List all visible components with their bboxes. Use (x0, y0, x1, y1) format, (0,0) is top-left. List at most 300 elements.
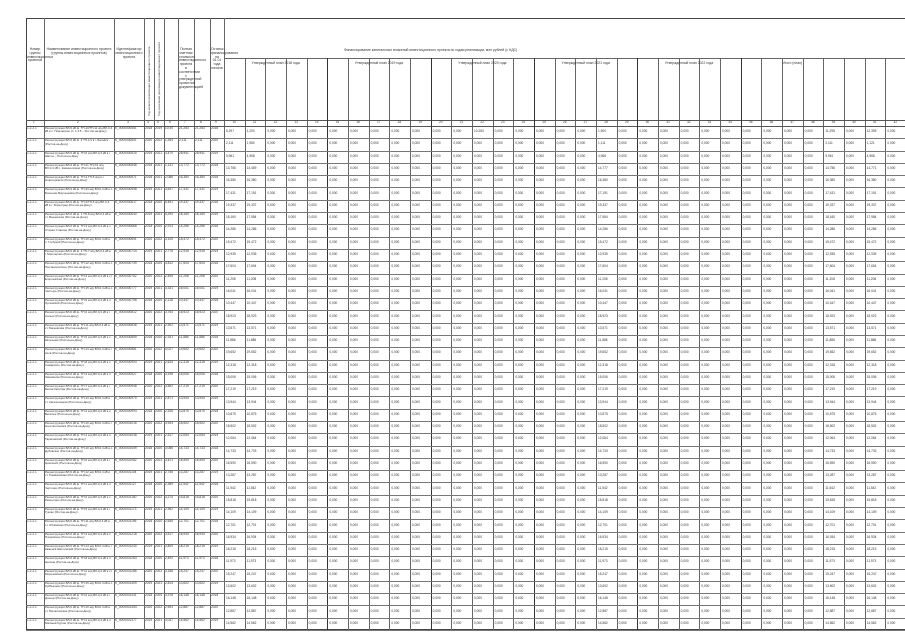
cell-value: 0,000 (722, 288, 730, 293)
cell-value: 0,000 (804, 264, 813, 269)
cell-name: Реконструкция ВЛ-6 кВ ф. ТП-1 ж/д ВЛ-0,4 кВ в п. Чертково (Ростов-на-Дону) (45, 482, 112, 490)
cell-year-end: 2021 (155, 580, 163, 585)
cell-name: Реконструкция ВЛ-6 кВ ф. ТП-14 ж/д ВЛ-0,4 кВ в г. Азов (Ростов-на-Дону) (45, 347, 113, 355)
cell-value: 11,973 (866, 559, 877, 564)
cell-cost-a: 2,455 (165, 273, 173, 278)
cell-value: 0,000 (742, 473, 751, 478)
cell-code: 1.2.2.1 (27, 126, 37, 130)
cell-cost-a: 2,902 (165, 322, 173, 327)
cell-value: 0,000 (536, 559, 544, 564)
cell-value: 0,000 (846, 264, 854, 269)
cell-value: 0,000 (701, 399, 710, 404)
cell-value: 0,000 (515, 596, 524, 601)
cell-value: 0,000 (474, 411, 482, 416)
cell-value: 0,000 (494, 239, 503, 244)
cell-value: 0,000 (391, 325, 400, 330)
cell-value: 0,000 (474, 485, 482, 490)
cell-value: 0,000 (680, 461, 689, 466)
cell-value: 0,000 (474, 608, 482, 613)
cell-cost-a: 3,158 (165, 568, 173, 573)
cell-value: 11,295 (825, 129, 835, 134)
cell-year-end: 2021 (155, 150, 163, 155)
cell-value: 0,000 (432, 448, 441, 453)
cell-value: 0,000 (763, 276, 772, 281)
cell-id: K_0000000798 (115, 298, 137, 303)
cell-value: 0,000 (267, 215, 276, 220)
cell-code: 1.2.2.1 (27, 150, 37, 155)
cell-value: 12,935 (866, 252, 877, 257)
cell-value: 0,000 (288, 239, 296, 244)
cell-value: 0,000 (494, 473, 503, 478)
cell-value: 0,000 (308, 522, 317, 527)
cell-value: 11,973 (226, 559, 236, 564)
cell-cost-c: 13,772 (195, 162, 205, 167)
cell-value: 0,000 (536, 202, 544, 207)
cell-value: 0,000 (804, 596, 813, 601)
cell-name: Реконструкция ВЛ-6 кВ ф. ТП-12 ж/д ВЛ-0,4 кВ в ст. Романовская (Ростов-на-Дону) (45, 470, 110, 478)
cell-value: 0,000 (701, 276, 710, 281)
cell-value: 0,000 (618, 227, 627, 232)
cell-value: 0,000 (577, 448, 586, 453)
cell-value: 0,000 (350, 424, 358, 429)
cell-value: 0,000 (494, 424, 503, 429)
cell-value: 0,000 (515, 387, 524, 392)
cell-value: 0,000 (350, 547, 358, 552)
cell-value: 0,000 (536, 178, 544, 183)
cell-value: 0,000 (804, 424, 813, 429)
cell-value: 0,000 (329, 129, 338, 134)
cell-value: 0,000 (804, 178, 813, 183)
cell-value: 0,000 (804, 166, 813, 171)
cell-cost-c: 14,109 (195, 507, 205, 512)
cell-value: 0,000 (846, 461, 854, 466)
cell-value: 0,000 (660, 375, 668, 379)
column-number: 26 (563, 120, 567, 125)
cell-value: 0,000 (846, 141, 854, 146)
cell-value: 0,000 (763, 252, 772, 257)
cell-value: 0,000 (515, 571, 524, 576)
cell-value: 0,000 (722, 559, 730, 564)
cell-value: 0,000 (267, 178, 276, 183)
cell-value: 0,000 (660, 411, 668, 416)
cell-value: 0,000 (432, 325, 441, 330)
cell-value: 0,000 (577, 522, 586, 527)
cell-name: Реконструкция ВЛ-6 кВ ф. ТП-4/ТП-5 ж/д ВЛ-0,4 кВ в г. Зерноград (Ростов-на-Дону) (45, 199, 110, 208)
cell-value: 13,756 (226, 166, 236, 171)
cell-value: 0,000 (453, 534, 462, 539)
cell-cost-b: 18,215 (179, 543, 189, 548)
cell-value: 0,000 (329, 547, 338, 552)
cell-value: 0,000 (556, 141, 565, 146)
cell-value: 0,000 (453, 202, 462, 207)
cell-cost-b: 10,447 (179, 298, 189, 303)
cell-value: 0,000 (453, 461, 462, 466)
cell-remaining: 2020 (211, 568, 219, 573)
cell-value: 0,000 (784, 362, 792, 367)
cell-value: 0,000 (556, 424, 565, 429)
cell-value: 0,000 (412, 252, 420, 257)
cell-value: 11,886 (226, 338, 236, 343)
cell-id: K_0000000948 (115, 384, 137, 389)
cell-value: 0,000 (556, 215, 565, 220)
cell-value: 0,000 (556, 399, 565, 404)
cell-value: 0,000 (680, 534, 689, 539)
column-number: 15 (335, 120, 340, 125)
cell-value: 0,000 (577, 620, 586, 625)
cell-value: 0,000 (887, 178, 896, 183)
cell-value: 0,000 (618, 547, 627, 552)
cell-value: 0,000 (432, 571, 441, 576)
cell-value: 0,000 (412, 436, 420, 441)
cell-year-start: 2020 (145, 310, 153, 315)
cell-value: 13,571 (598, 325, 608, 330)
cell-value: 0,000 (618, 583, 627, 588)
cell-value: 0,000 (887, 338, 896, 343)
cell-year-start: 2018 (145, 334, 153, 339)
cell-cost-c: 13,602 (195, 580, 205, 585)
cell-value: 0,000 (763, 350, 772, 355)
cell-value: 0,000 (846, 399, 854, 404)
cell-value: 0,000 (660, 264, 668, 269)
cell-value: 0,000 (804, 215, 813, 220)
cell-code: 1.2.2.1 (27, 568, 37, 573)
cell-value: 0,000 (370, 239, 379, 244)
cell-value: 0,000 (474, 288, 482, 293)
cell-value: 0,000 (784, 239, 792, 244)
cell-value: 0,000 (763, 583, 772, 588)
cell-value: 0,000 (742, 227, 751, 232)
cell-value: 0,000 (391, 534, 400, 539)
cell-value: 0,000 (804, 436, 813, 441)
cell-code: 1.2.2.1 (27, 347, 37, 352)
cell-year-end: 2022 (155, 457, 163, 462)
cell-value: 0,000 (432, 522, 441, 527)
cell-value: 0,000 (453, 448, 462, 453)
cell-value: 18,502 (246, 424, 257, 429)
cell-value: 0,000 (577, 473, 586, 478)
cell-code: 1.2.2.1 (27, 384, 37, 389)
cell-year-end: 2020 (155, 482, 163, 487)
cell-code: 1.2.2.1 (27, 285, 37, 290)
cell-value: 0,000 (804, 313, 813, 318)
cell-value: 0,000 (329, 387, 338, 392)
cell-value: 0,000 (453, 620, 462, 625)
cell-value: 0,000 (701, 387, 710, 392)
cell-value: 0,000 (494, 301, 503, 306)
cell-value: 0,000 (804, 375, 813, 379)
cell-value: 0,000 (515, 153, 524, 158)
cell-remaining: 2020 (211, 494, 219, 499)
cell-value: 0,000 (308, 350, 317, 355)
cell-value: 0,000 (412, 583, 420, 588)
cell-year-start: 2018 (145, 126, 153, 130)
cell-value: 0,000 (639, 239, 648, 244)
cell-value: 0,000 (618, 239, 627, 244)
cell-name: Реконструкция ВЛ-6 кВ ф. ТП-33 ж/д ВЛ-0,4 кВ в с. Большая Мартыновка (Ростов-на-Дону) (45, 187, 113, 195)
cell-value: 15,247 (825, 571, 836, 576)
cell-value: 13,287 (825, 473, 836, 478)
cell-code: 1.2.2.1 (27, 593, 37, 598)
cell-value: 0,000 (742, 153, 751, 158)
cell-value: 0,000 (804, 202, 813, 207)
cell-cost-a: 3,552 (165, 384, 173, 389)
cell-value: 0,000 (267, 338, 276, 343)
cell-value: 0,000 (391, 522, 400, 527)
cell-value: 0,000 (556, 375, 565, 379)
cell-value: 0,000 (763, 375, 772, 379)
cell-value: 0,000 (370, 436, 379, 441)
cell-value: 14,777 (598, 166, 608, 171)
cell-value: 0,000 (350, 338, 358, 343)
cell-value: 0,000 (391, 301, 400, 306)
cell-value: 11,886 (598, 338, 608, 343)
cell-remaining: 2018 (211, 175, 219, 180)
cell-value: 16,934 (866, 534, 877, 539)
cell-value: 0,000 (763, 264, 772, 269)
cell-value: 0,000 (618, 362, 627, 367)
cell-code: 1.2.2.1 (27, 224, 37, 229)
cell-value: 18,923 (246, 313, 257, 318)
cell-value: 0,000 (680, 473, 689, 478)
cell-value: 0,000 (742, 485, 751, 490)
cell-value: 0,000 (618, 620, 627, 625)
cell-remaining: 2019 (211, 507, 219, 512)
cell-value: 0,000 (639, 583, 648, 588)
cell-value: 0,000 (618, 178, 627, 183)
cell-value: 0,000 (742, 399, 751, 404)
cell-value: 11,973 (598, 559, 608, 564)
cell-value: 0,000 (763, 313, 772, 318)
cell-cost-a: 2,962 (165, 507, 173, 512)
cell-value: 0,000 (474, 141, 482, 146)
cell-value: 0,000 (536, 620, 544, 625)
cell-value: 0,000 (370, 571, 379, 576)
cell-value: 0,000 (432, 424, 441, 429)
cell-value: 0,000 (639, 276, 648, 281)
cell-year-end: 2021 (155, 507, 163, 512)
cell-value: 0,000 (742, 497, 751, 502)
cell-year-start: 2018 (145, 199, 153, 204)
cell-value: 0,000 (639, 596, 648, 601)
cell-value: 0,000 (329, 596, 338, 601)
cell-value: 17,191 (866, 190, 877, 195)
cell-value: 0,000 (370, 387, 379, 392)
cell-id: K_0000001038 (115, 433, 137, 438)
cell-value: 0,000 (350, 387, 358, 392)
cell-value: 0,000 (370, 399, 379, 404)
cell-value: 0,000 (288, 547, 296, 552)
cell-cost-b: 14,733 (179, 445, 189, 450)
cell-value: 0,000 (494, 534, 503, 539)
cell-year-end: 2020 (155, 556, 163, 561)
cell-value: 0,000 (618, 436, 627, 441)
cell-value: 0,000 (515, 424, 524, 429)
cell-value: 1,111 (598, 141, 606, 146)
cell-year-start: 2018 (145, 224, 153, 229)
column-number: 17 (377, 120, 381, 125)
cell-value: 0,000 (474, 276, 482, 281)
cell-year-end: 2021 (155, 396, 163, 401)
cell-cost-a: 2,693 (165, 605, 173, 610)
cell-value: 0,000 (577, 190, 586, 195)
cell-value: 0,000 (846, 153, 854, 158)
cell-cost-b: 18,502 (179, 421, 189, 426)
cell-id: K_0000001127 (115, 482, 137, 487)
cell-value: 0,000 (350, 448, 358, 453)
cell-value: 0,000 (556, 497, 565, 502)
cell-value: 0,000 (350, 215, 358, 220)
cell-value: 0,000 (308, 313, 317, 318)
cell-value: 0,000 (474, 387, 482, 392)
cell-value: 0,000 (887, 461, 896, 466)
cell-value: 0,000 (288, 375, 296, 379)
cell-cost-b: 12,701 (179, 519, 189, 524)
cell-value: 0,000 (639, 301, 648, 306)
cell-value: 0,000 (784, 510, 792, 515)
cell-value: 0,000 (577, 227, 586, 232)
cell-cost-b: 21,283 (179, 126, 189, 130)
cell-value: 0,000 (350, 583, 358, 588)
cell-value: 16,041 (825, 288, 836, 293)
cell-value: 0,000 (412, 497, 420, 502)
cell-year-start: 2018 (145, 298, 153, 303)
cell-value: 0,000 (680, 620, 689, 625)
cell-value: 0,000 (515, 534, 524, 539)
cell-name: Реконструкция ВЛ-6 кВ ф. ТП-4 ж/д ВЛ-0,4 кВ в п. Матвеев Курган (Ростов-на-Дону) (45, 617, 112, 625)
cell-value: 16,590 (866, 461, 877, 466)
cell-value: 0,000 (784, 596, 792, 601)
column-number: 42 (893, 120, 898, 125)
cell-value: 0,000 (701, 485, 710, 490)
cell-value: 18,215 (598, 547, 608, 552)
cell-value: 0,000 (391, 313, 400, 318)
cell-value: 0,000 (763, 473, 772, 478)
cell-value: 0,000 (474, 620, 482, 625)
cell-value: 0,000 (536, 583, 544, 588)
cell-value: 0,000 (722, 436, 730, 441)
cell-value: 0,000 (391, 141, 400, 146)
cell-value: 0,000 (763, 129, 772, 134)
cell-value: 0,000 (536, 129, 544, 134)
cell-value: 15,818 (226, 497, 236, 502)
cell-value: 0,000 (556, 129, 565, 134)
cell-value: 0,000 (722, 583, 730, 588)
cell-value: 0,000 (804, 338, 813, 343)
cell-value: 0,000 (639, 129, 648, 134)
cell-value: 13,944 (598, 399, 608, 404)
cell-value: 0,000 (432, 153, 441, 158)
cell-value: 0,000 (350, 166, 358, 171)
cell-value: 12,318 (226, 362, 236, 367)
cell-year-start: 2020 (145, 605, 153, 610)
cell-value: 0,000 (846, 596, 854, 601)
cell-value: 13,287 (226, 473, 236, 478)
cell-value: 0,000 (453, 571, 462, 576)
cell-name: Реконструкция ВЛ-6 кВ ф. ТП-8 ж/д ВЛ-0,4 кВ в п. Целина (Ростов-на-Дону) (45, 556, 112, 564)
cell-year-end: 2021 (155, 187, 163, 192)
cell-name: Реконструкция ВЛ-6 кВ ф. ТП-10 ж/д ВЛ-0,4 кВ в ст. Милютинская (Ростов-на-Дону) (45, 605, 110, 613)
cell-id: K_0000000927 (115, 371, 137, 376)
cell-cost-c: 21,283 (195, 126, 205, 130)
cell-value: 14,562 (598, 620, 608, 625)
cell-value: 0,000 (308, 411, 317, 416)
cell-value: 0,000 (453, 473, 462, 478)
finance-title: Финансирование капитальных вложений инвестиционного проекта по годам реализации, млн рублей (с НДС) (344, 48, 518, 52)
cell-code: 1.2.2.1 (27, 543, 37, 548)
cell-name: Реконструкция ВЛ-6 кВ ф. ТП-13 ж/д ВЛ-0,4 кВ в ст. Кагальницкая (Ростов-на-Дону) (45, 396, 110, 404)
cell-value: 0,000 (288, 153, 296, 158)
cell-value: 0,000 (556, 325, 565, 330)
cell-value: 0,000 (267, 559, 276, 564)
cell-value: 15,247 (866, 571, 877, 576)
cell-value: 0,000 (536, 497, 544, 502)
cell-value: 0,000 (887, 350, 896, 355)
cell-value: 0,000 (350, 129, 358, 134)
cell-value: 0,000 (370, 522, 379, 527)
cell-value: 0,000 (639, 522, 648, 527)
cell-value: 0,000 (577, 485, 586, 490)
cell-cost-a: 3,943 (165, 421, 173, 426)
cell-cost-b: 14,109 (179, 507, 189, 512)
cell-value: 0,000 (536, 571, 544, 576)
cell-value: 0,000 (701, 620, 710, 625)
cell-cost-c: 10,447 (195, 298, 205, 303)
cell-value: 0,000 (722, 252, 730, 257)
cell-value: 0,000 (370, 288, 379, 293)
cell-value: 0,000 (515, 608, 524, 613)
cell-value: 0,000 (288, 510, 296, 515)
cell-value: 0,000 (784, 571, 792, 576)
cell-value: 0,000 (556, 583, 565, 588)
cell-value: 0,000 (846, 301, 854, 306)
cell-value: 0,000 (308, 129, 317, 134)
cell-value: 0,000 (432, 436, 441, 441)
cell-value: 0,000 (267, 461, 276, 466)
header-cost-label: Полная сметная стоимость инвестиционного проекта в соответствии с утвержденной проектной документацией (179, 47, 206, 89)
cell-value: 0,000 (432, 350, 441, 355)
cell-value: 0,000 (556, 166, 565, 171)
cell-remaining: 2020 (211, 421, 219, 426)
cell-value: 0,000 (846, 190, 854, 195)
cell-value: 15,472 (598, 239, 608, 244)
cell-value: 0,000 (391, 375, 400, 379)
cell-value: 0,000 (701, 448, 710, 453)
cell-value: 0,000 (453, 424, 462, 429)
column-number: 23 (501, 120, 505, 125)
cell-value: 0,000 (288, 473, 296, 478)
cell-value: 0,000 (391, 350, 400, 355)
cell-value: 0,000 (846, 473, 854, 478)
cell-code: 1.2.2.1 (27, 359, 37, 364)
cell-value: 0,000 (660, 596, 668, 601)
cell-value: 0,000 (288, 313, 296, 318)
cell-value: 0,000 (391, 620, 400, 625)
cell-value: 0,000 (784, 559, 792, 564)
cell-value: 15,818 (866, 497, 877, 502)
cell-value: 0,000 (887, 190, 896, 195)
cell-value: 0,000 (288, 301, 296, 306)
cell-value: 14,733 (226, 448, 236, 453)
cell-value: 0,000 (350, 375, 358, 379)
cell-value: 0,000 (887, 313, 896, 318)
cell-value: 0,000 (453, 190, 462, 195)
cell-value: 18,502 (598, 424, 608, 429)
cell-value: 0,000 (742, 239, 751, 244)
cell-value: 0,000 (432, 473, 441, 478)
cell-value: 0,000 (536, 424, 544, 429)
cell-cost-c: 28,941 (195, 150, 205, 155)
cell-value: 0,000 (288, 497, 296, 502)
